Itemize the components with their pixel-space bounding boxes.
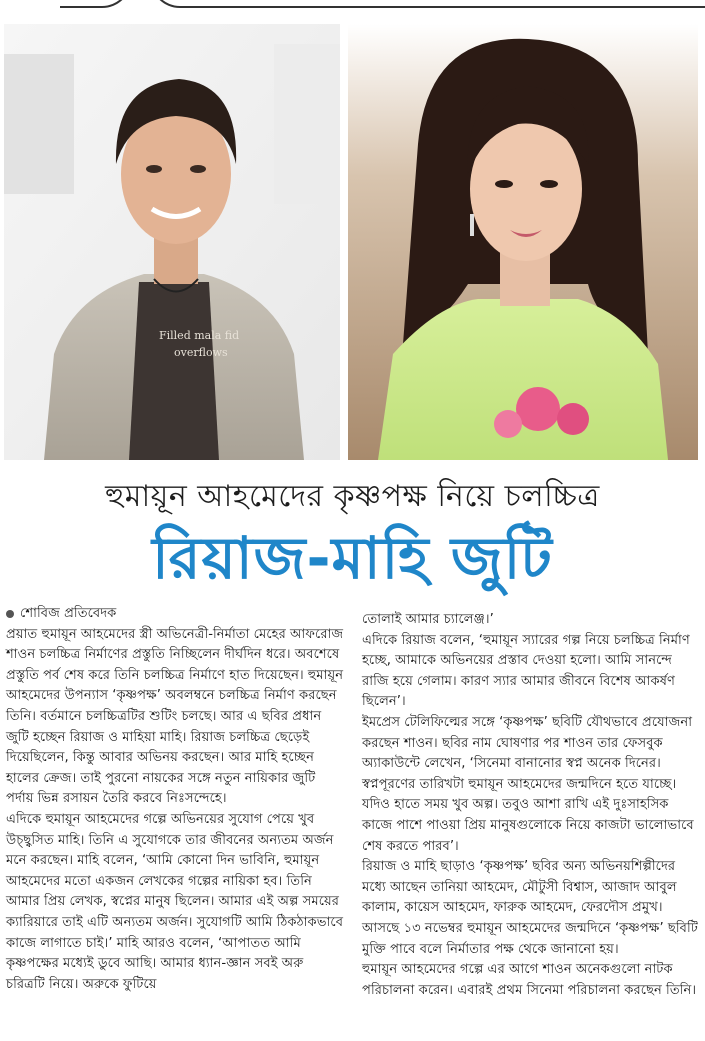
shirt-print-line1: Filled mala fid xyxy=(159,329,240,342)
border-curve-left xyxy=(60,0,132,8)
article-column-right xyxy=(362,610,700,1001)
page-top-border xyxy=(0,0,705,10)
paragraph: প্রয়াত হুমায়ূন আহমেদের স্ত্রী অভিনেত্রী-নির্মাতা মেহের আফরোজ শাওন চলচ্চিত্র নির্মাণের প্রস্তুতি নিচ্ছিলেন দীর্ঘদিন ধরে। অবশেষে প্রস্তুতি পর্ব শেষ করে তিনি চলচ্চিত্র নির্মাণে হাত দিয়েছেন। হুমায়ূন আহমেদের উপন্যাস ‘কৃষ্ণপক্ষ’ অবলম্বনে চলচ্চিত্র নির্মাণ করছেন তিনি। বর্তমানে চলচ্চিত্রটির শুটিং চলছে। আর এ ছবির প্রধান জুটি হচ্ছেন রিয়াজ ও মাহিয়া মাহি। রিয়াজ চলচ্চিত্র ছেড়েই দিয়েছিলেন, কিন্তু আবার অভিনয় করছেন। আর মাহি হচ্ছেন হালের ক্রেজ। তাই পুরনো নায়কের সঙ্গে নতুন নায়িকার জুটি পর্দায় ভিন্ন রসায়ন তৈরি করবে নিঃসন্দেহে। xyxy=(6,626,344,807)
paragraph: তোলাই আমার চ্যালেঞ্জ।’ xyxy=(362,612,494,627)
border-curve-right xyxy=(150,0,705,8)
shirt-print-line2: overflows xyxy=(174,346,228,359)
headline-main: রিয়াজ-মাহি জুটি xyxy=(152,524,553,592)
paragraph: রিয়াজ ও মাহি ছাড়াও ‘কৃষ্ণপক্ষ’ ছবির অন্য অভিনয়শিল্পীদের মধ্যে আছেন তানিয়া আহমেদ, মৌটুসী বিশ্বাস, আজাদ আবুল কালাম, কায়েস আহমেদ, ফারুক আহমেদ, ফেরদৌস প্রমুখ। আসছে ১৩ নভেম্বর হুমায়ূন আহমেদের জন্মদিনে ‘কৃষ্ণপক্ষ’ ছবিটি মুক্তি পাবে বলে নির্মাতার পক্ষ থেকে জানানো হয়। xyxy=(362,859,698,957)
paragraph: এদিকে হুমায়ূন আহমেদের গল্পে অভিনয়ের সুযোগ পেয়ে খুব উচ্ছ্বসিত মাহি। তিনি এ সুযোগকে তার জীবনের অন্যতম অর্জন মনে করছেন। মাহি বলেন, ‘আমি কোনো দিন ভাবিনি, হুমায়ূন আহমেদের মতো একজন লেখকের গল্পের নায়িকা হব। তিনি আমার প্রিয় লেখক, স্বপ্নের মানুষ ছিলেন। আমার এই অল্প সময়ের ক্যারিয়ারে তাই এটি অন্যতম অর্জন। সুযোগটি আমি ঠিকঠাকভাবে কাজে লাগাতে চাই।’ মাহি আরও বলেন, ‘আপাতত আমি কৃষ্ণপক্ষের মধ্যেই ডুবে আছি। আমার ধ্যান-জ্ঞান সবই অরু চরিত্রটি নিয়ে। অরুকে ফুটিয়ে xyxy=(6,811,344,992)
paragraph: এদিকে রিয়াজ বলেন, ‘হুমায়ূন স্যারের গল্প নিয়ে চলচ্চিত্র নির্মাণ হচ্ছে, আমাকে অভিনয়ের প্রস্তাব দেওয়া হলো। আমি সানন্দে রাজি হয়ে গেলাম। কারণ স্যার আমার জীবনে বিশেষ আকর্ষণ ছিলেন’। xyxy=(362,632,690,710)
paragraph: হুমায়ূন আহমেদের গল্পে এর আগে শাওন অনেকগুলো নাটক পরিচালনা করেন। এবারই প্রথম সিনেমা পরিচালনা করছেন তিনি। xyxy=(362,962,697,998)
photo-riaz xyxy=(4,24,340,460)
paragraph: ইমপ্রেস টেলিফিল্মের সঙ্গে ‘কৃষ্ণপক্ষ’ ছবিটি যৌথভাবে প্রযোজনা করছেন শাওন। ছবির নাম ঘোষণার পর শাওন তার ফেসবুক অ্যাকাউন্টে লেখেন, ‘সিনেমা বানানোর স্বপ্ন অনেক দিনের। স্বপ্নপূরণের তারিখটা হুমায়ূন আহমেদের জন্মদিনে হতে যাচ্ছে। যদিও হাতে সময় খুব অল্প। তবুও আশা রাখি এই দুঃসাহসিক কাজে পাশে পাওয়া প্রিয় মানুষগুলোকে নিয়ে কাজটা ভালোভাবে শেষ করতে পারব’। xyxy=(362,714,694,854)
byline-text: শোবিজ প্রতিবেদক xyxy=(20,606,117,621)
photo-mahi xyxy=(348,24,698,460)
article-column-left xyxy=(6,604,346,995)
headline-kicker: হুমায়ূন আহমেদের কৃষ্ণপক্ষ নিয়ে চলচ্চিত্র xyxy=(105,479,600,514)
bullet-icon xyxy=(6,610,14,618)
byline xyxy=(6,604,346,625)
